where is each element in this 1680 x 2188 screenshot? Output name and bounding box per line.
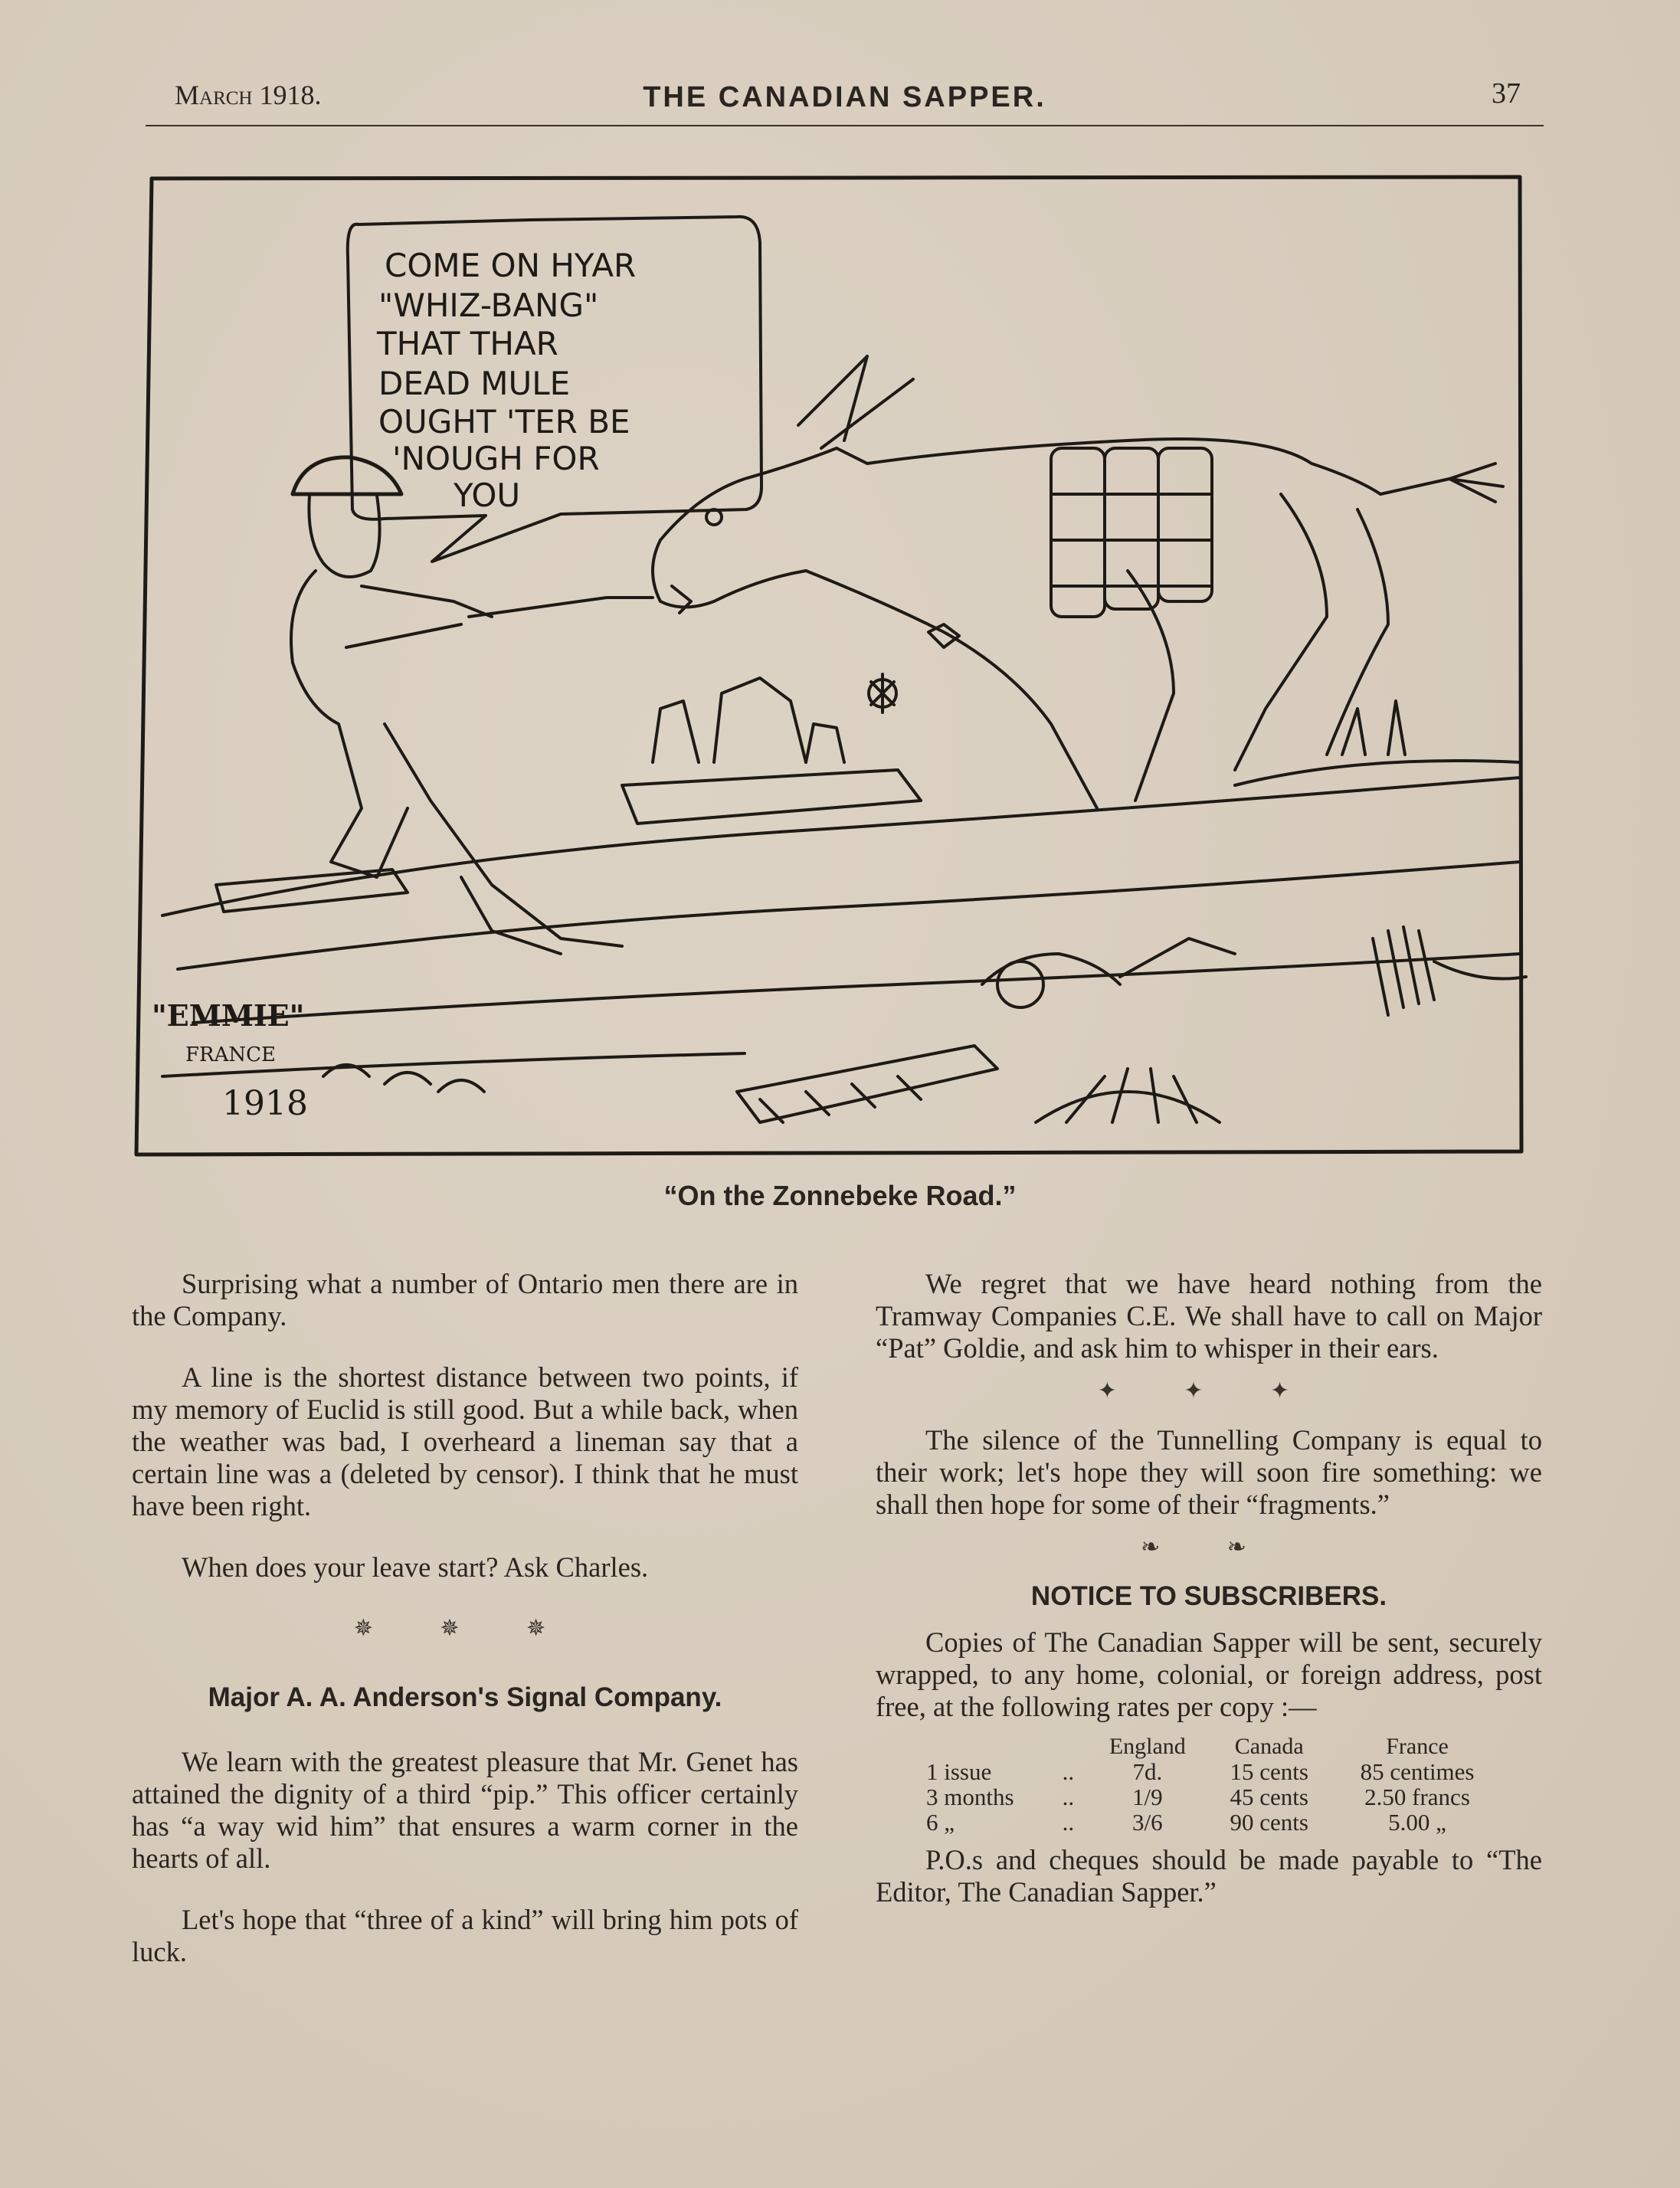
table-cell: 2.50 francs <box>1364 1783 1470 1810</box>
table-cell: 90 cents <box>1230 1809 1308 1836</box>
header-title: THE CANADIAN SAPPER. <box>643 81 1046 113</box>
table-cell: 5.00 „ <box>1388 1809 1446 1836</box>
paragraph: A line is the shortest distance between two points, if my memory of Euclid is still good. But a while back, when the weather was bad, I overheard a lineman say that a certain line was a (deleted by censor). I think that he must have been right. <box>132 1361 798 1521</box>
table-header-row <box>922 1734 1504 1759</box>
speech-line: DEAD MULE <box>378 365 571 402</box>
cartoon-drawing <box>132 172 1563 1161</box>
cartoon-illustration <box>132 172 1563 1161</box>
section-ornament: ✵ ✵ ✵ <box>353 1616 577 1641</box>
table-cell: 45 cents <box>1230 1783 1308 1810</box>
paragraph: When does your leave start? Ask Charles. <box>182 1551 649 1583</box>
speech-line: "WHIZ-BANG" <box>378 287 599 324</box>
cartoon-caption: “On the Zonnebeke Road.” <box>663 1180 1017 1211</box>
notice-heading: NOTICE TO SUBSCRIBERS. <box>1030 1581 1387 1611</box>
table-header-cell: England <box>1109 1734 1186 1759</box>
speech-line: 'NOUGH FOR <box>392 440 600 477</box>
paragraph: We regret that we have heard nothing from the Tramway Companies C.E. We shall have to call on Major “Pat” Goldie, and ask him to whisper in their ears. <box>876 1268 1542 1364</box>
table-header-cell <box>1058 1734 1088 1759</box>
section-ornament: ❧ ❧ <box>1141 1535 1277 1560</box>
table-cell: .. <box>1062 1758 1075 1785</box>
signature-place: FRANCE <box>185 1043 277 1066</box>
left-column <box>132 1268 798 1997</box>
speech-text <box>376 247 636 514</box>
paragraph: Let's hope that “three of a kind” will bring him pots of luck. <box>132 1904 798 1967</box>
table-cell: 1/9 <box>1132 1783 1163 1810</box>
table-header-cell: France <box>1386 1734 1449 1759</box>
table-header-cell <box>922 1734 1058 1759</box>
signature-name: "EMMIE" <box>152 998 305 1033</box>
table-row <box>922 1810 1504 1835</box>
paragraph: P.O.s and cheques should be made payable to “The Editor, The Canadian Sapper.” <box>876 1844 1542 1908</box>
header-rule <box>146 125 1544 126</box>
speech-line: YOU <box>454 477 521 514</box>
table-row <box>922 1784 1504 1810</box>
paragraph: Copies of The Canadian Sapper will be sent, securely wrapped, to any home, colonial, or foreign address, post free, at the following rates per copy :— <box>876 1626 1542 1722</box>
table-cell: .. <box>1062 1809 1075 1836</box>
table-header-cell: Canada <box>1234 1734 1304 1759</box>
artist-signature <box>152 998 308 1123</box>
subscription-rates-table <box>922 1734 1504 1835</box>
table-cell: 6 „ <box>926 1809 955 1836</box>
paragraph: Surprising what a number of Ontario men there are in the Company. <box>132 1268 798 1331</box>
page-number: 37 <box>1492 77 1521 110</box>
paragraph: We learn with the greatest pleasure that Mr. Genet has attained the dignity of a third “pip.” This officer certainly has “a way wid him” that ensures a warm corner in the hearts of all. <box>132 1746 798 1874</box>
paragraph: The silence of the Tunnelling Company is equal to their work; let's hope they will soon fire something: we shall then hope for some of their “fragments.” <box>876 1424 1542 1520</box>
page-header <box>146 75 1544 129</box>
right-column <box>876 1268 1542 1919</box>
signature-year: 1918 <box>222 1084 308 1123</box>
table-cell: 1 issue <box>926 1758 992 1785</box>
table-cell: 85 centimes <box>1360 1758 1475 1785</box>
header-date: March 1918. <box>175 80 322 110</box>
table-cell: 3/6 <box>1132 1809 1163 1836</box>
table-cell: 3 months <box>926 1783 1014 1810</box>
speech-line: THAT THAR <box>377 325 558 362</box>
speech-line: COME ON HYAR <box>385 247 637 284</box>
section-ornament: ✦ ✦ ✦ <box>1097 1378 1321 1404</box>
table-row <box>922 1759 1504 1784</box>
table-cell: 15 cents <box>1230 1758 1308 1785</box>
speech-line: OUGHT 'TER BE <box>378 403 630 441</box>
table-cell: .. <box>1062 1783 1075 1810</box>
section-heading: Major A. A. Anderson's Signal Company. <box>208 1682 722 1712</box>
table-cell: 7d. <box>1132 1758 1163 1785</box>
